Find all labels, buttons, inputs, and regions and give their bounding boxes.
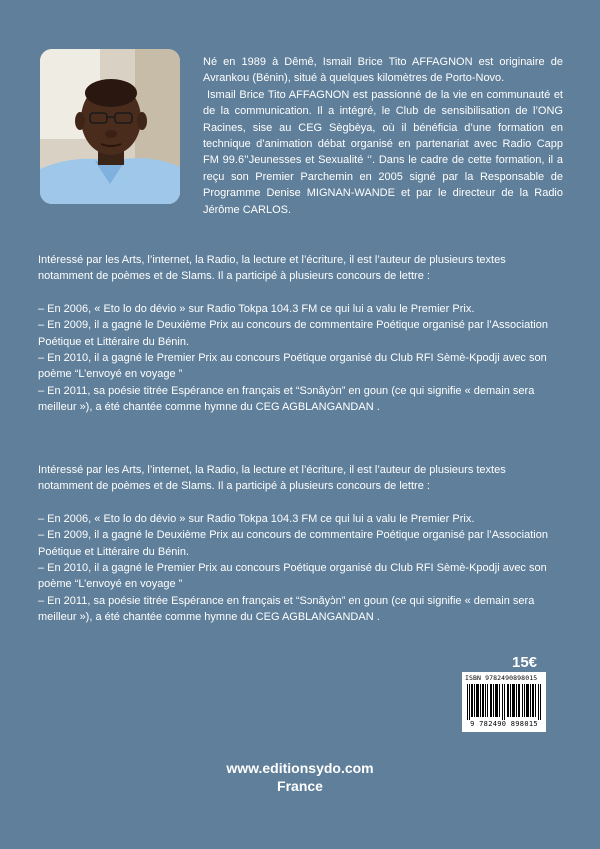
bio-paragraph: Né en 1989 à Dêmê, Ismail Brice Tito AFFAGNON est originaire de Avrankou (Bénin), situé à quelques kilomètres de Porto-Novo. [203,56,563,85]
award-item: – En 2006, « Eto lo do dévio » sur Radio Tokpa 104.3 FM ce qui lui a valu le Premier Prix. [38,302,475,315]
isbn-barcode [462,672,546,732]
award-item: – En 2006, « Eto lo do dévio » sur Radio Tokpa 104.3 FM ce qui lui a valu le Premier Prix. [38,512,475,525]
author-bio [203,54,563,218]
award-item: – En 2011, sa poésie titrée Espérance en français et “Sɔnǎyɔ̀n” en goun (ce qui signifie « demain sera meilleur »), a été chantée comme hymne du CEG AGBLANGANDAN . [38,594,535,624]
publisher-country: France [277,778,323,794]
barcode-bars-icon [467,684,541,720]
award-item: – En 2009, il a gagné le Deuxième Prix au concours de commentaire Poétique organisé par l’Association Poétique et Littéraire du Bénin. [38,319,548,348]
section-intro: Intéressé par les Arts, l’internet, la Radio, la lecture et l’écriture, il est l’auteur de plusieurs textes notamment de poèmes et de Slams. Il a participé à plusieurs concours de lettre : [38,464,506,493]
bio-paragraph: Ismail Brice Tito AFFAGNON est passionné de la vie en communauté et de la communication. Il a intégré, le Club de sensibilisation de l’ONG Racines, sise au CEG Sègbèya, où il bénéficia d’une formation en technique d’animation débat organisé en partenariat avec Radio Capp FM 99.6’’Jeunesses et Sexualité ‘’. Dans le cadre de cette formation, il a reçu son Premier Parchemin en 2005 signé par la Responsable de Programme Denise MIGNAN-WANDE et par le directeur de la Radio Jérôme CARLOS. [203,88,563,216]
section-intro: Intéressé par les Arts, l’internet, la Radio, la lecture et l’écriture, il est l’auteur de plusieurs textes notamment de poèmes et de Slams. Il a participé à plusieurs concours de lettre : [38,254,506,283]
award-item: – En 2010, il a gagné le Premier Prix au concours Poétique organisé du Club RFI Sèmè-Kpodji avec son poème “L’envoyé en voyage ” [38,562,547,591]
award-item: – En 2011, sa poésie titrée Espérance en français et “Sɔnǎyɔ̀n” en goun (ce qui signifie « demain sera meilleur »), a été chantée comme hymne du CEG AGBLANGANDAN . [38,384,535,414]
award-item: – En 2010, il a gagné le Premier Prix au concours Poétique organisé du Club RFI Sèmè-Kpodji avec son poème “L’envoyé en voyage ” [38,352,547,381]
price-label: 15€ [512,654,538,671]
awards-section [38,252,562,416]
publisher-website[interactable]: www.editionsydo.com [226,760,374,776]
isbn-digits: 9 782490 898015 [470,720,538,728]
isbn-label: ISBN 9782490898015 [465,674,538,682]
award-item: – En 2009, il a gagné le Deuxième Prix au concours de commentaire Poétique organisé par l’Association Poétique et Littéraire du Bénin. [38,529,548,558]
author-photo [40,49,180,204]
awards-section-repeat [38,462,562,626]
